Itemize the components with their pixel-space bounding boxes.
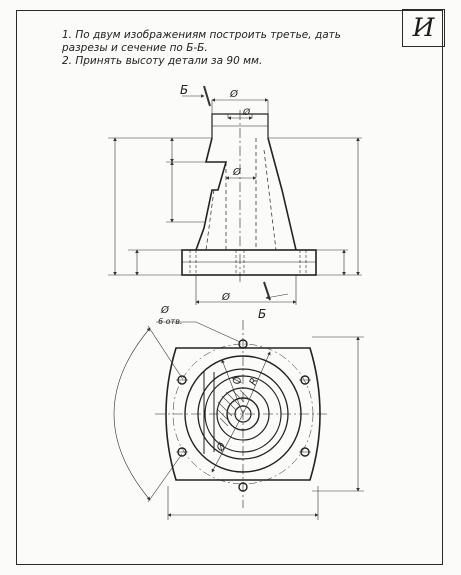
variant-letter: И: [412, 13, 435, 42]
front-dimensions: [108, 86, 362, 305]
front-view: [182, 110, 316, 285]
flange: [182, 250, 316, 275]
holes-count-label: 6 отв.: [158, 317, 183, 326]
dim-base-diameter: Ø: [222, 292, 230, 303]
top-dimensions: [114, 322, 364, 520]
task-line-2: разрезы и сечение по Б-Б.: [62, 42, 208, 54]
dim-top-diameter: Ø: [230, 89, 238, 100]
holes-diameter-label: Ø: [161, 305, 169, 316]
radius-label: R: [247, 376, 261, 388]
inner-diameter-label: Ø: [229, 375, 243, 387]
body-left-outline: [196, 138, 226, 250]
section-hatching: [218, 390, 250, 426]
section-label-bottom: Б: [258, 307, 267, 321]
task-line-1: 1. По двум изображениям построить третье, дать: [62, 29, 341, 41]
lower-diameter-label: Ø: [215, 441, 229, 454]
dim-neck-diameter: Ø: [243, 108, 251, 118]
section-label-top: Б: [180, 83, 189, 97]
dim-bore-diameter: Ø: [233, 167, 241, 178]
top-view: [155, 320, 330, 508]
front-labels: [180, 83, 266, 321]
task-line-3: 2. Принять высоту детали за 90 мм.: [62, 55, 263, 67]
body-right-outline: [268, 138, 296, 250]
